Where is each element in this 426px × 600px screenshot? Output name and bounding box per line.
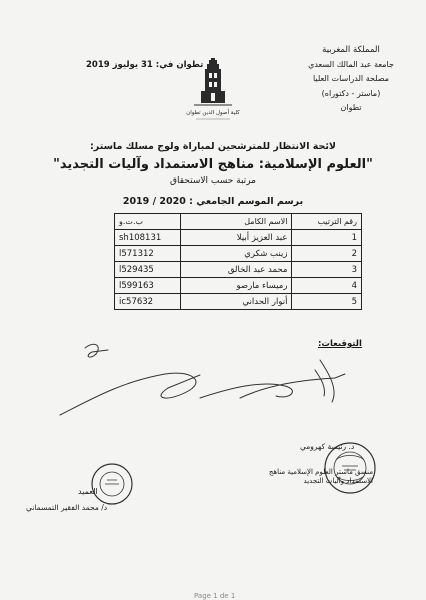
university-name: جامعة عبد المالك السعدي <box>308 59 394 69</box>
waiting-list-table <box>114 213 362 310</box>
cell-id: sh108131 <box>115 230 181 246</box>
cell-name: محمد عبد الخالق <box>180 262 292 278</box>
logo-caption: كلية أصول الدين تطوان <box>186 110 240 116</box>
dean-title: العميد <box>78 487 98 496</box>
cell-rank: 5 <box>292 294 362 310</box>
table-row <box>115 262 362 278</box>
ranking-note: مرتبة حسب الاستحقاق <box>170 176 256 186</box>
table-header-row <box>115 214 362 230</box>
col-header-name: الاسم الكامل <box>180 214 292 230</box>
city-name: تطوان <box>340 103 362 112</box>
signature-right <box>240 360 345 402</box>
program-name: "العلوم الإسلامية: مناهج الاستمداد وآليات التجديد" <box>53 157 373 172</box>
document-date: تطوان في: 31 يوليوز 2019 <box>86 60 204 70</box>
department-name: مصلحة الدراسات العليا <box>312 74 390 83</box>
cell-name: زينب شكري <box>180 246 292 262</box>
cell-rank: 1 <box>292 230 362 246</box>
signature-left-top <box>85 344 108 357</box>
table-row <box>115 230 362 246</box>
institution-header <box>296 43 406 116</box>
table-row <box>115 294 362 310</box>
cell-id: l571312 <box>115 246 181 262</box>
list-title: لائحة الانتظار للمترشحين لمباراة ولوج مسلك ماستر: <box>89 141 337 152</box>
col-header-rank: رقم الترتيب <box>292 214 362 230</box>
signatures-drawing <box>0 330 426 530</box>
coordinator-title: منسق ماستر العلوم الإسلامية مناهج الاستمداد وآليات التجديد <box>268 468 373 485</box>
programs-label: (ماستر - دكتوراه) <box>321 88 381 98</box>
table-row <box>115 246 362 262</box>
cell-id: l529435 <box>115 262 181 278</box>
cell-name: رميساء مارصو <box>180 278 292 294</box>
dean-name: د/ محمد الفقير التمسماني <box>26 503 108 512</box>
coordinator-name: د. رئيسة كهرومي <box>300 442 355 451</box>
cell-id: l599163 <box>115 278 181 294</box>
cell-rank: 4 <box>292 278 362 294</box>
cell-name: عبد العزيز أبيلا <box>180 230 292 246</box>
signature-left-main <box>60 373 200 415</box>
table-row <box>115 278 362 294</box>
faculty-logo <box>186 58 240 124</box>
cell-rank: 3 <box>292 262 362 278</box>
cell-name: أنوار الحداني <box>180 294 292 310</box>
dean-stamp <box>90 462 134 506</box>
cell-rank: 2 <box>292 246 362 262</box>
academic-year: برسم الموسم الجامعي : 2020 / 2019 <box>122 196 304 207</box>
signature-middle <box>200 384 292 398</box>
signatures-label: التوقيعات: <box>318 339 362 349</box>
page-footer: Page 1 de 1 <box>194 592 236 600</box>
col-header-id: ب.ت.و <box>115 214 181 230</box>
kingdom-name: المملكة المغربية <box>322 45 380 55</box>
cell-id: ic57632 <box>115 294 181 310</box>
